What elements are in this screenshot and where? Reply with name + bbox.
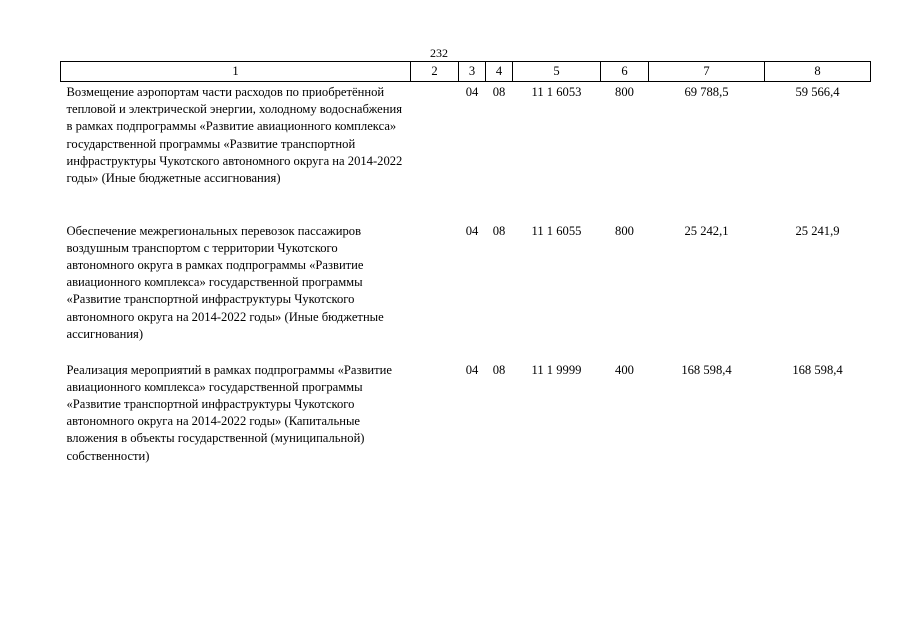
row-target-code: 11 1 6053 [531, 85, 582, 99]
row-expense-type: 800 [615, 85, 634, 99]
row-name: Реализация мероприятий в рамках подпрограммы «Развитие авиационного комплекса» государственной программы «Развитие транспортной инфраструктуры Чукотского автономного округа на 2014-2022 годы» (Капитальные вложения в объекты государственной (муниципальной) собственности) [66, 362, 392, 463]
header-col-7: 7 [649, 62, 765, 82]
row-col-2 [411, 82, 459, 221]
table-row [61, 82, 871, 221]
row-section: 04 [465, 85, 479, 99]
table-row [61, 360, 871, 465]
header-col-4: 4 [486, 62, 513, 82]
row-subsection: 08 [492, 223, 506, 238]
row-col-2 [411, 360, 459, 465]
row-col-2 [411, 221, 459, 360]
row-target-code: 11 1 9999 [531, 362, 582, 377]
row-amount-1: 25 242,1 [684, 223, 729, 238]
row-subsection: 08 [492, 362, 506, 377]
row-subsection: 08 [492, 85, 506, 99]
row-amount-1: 69 788,5 [684, 85, 729, 99]
row-expense-type: 800 [615, 223, 634, 238]
header-col-3: 3 [459, 62, 486, 82]
page-number: 232 [430, 46, 448, 60]
header-col-5: 5 [513, 62, 601, 82]
table-row [61, 221, 871, 360]
header-col-8: 8 [765, 62, 871, 82]
row-amount-2: 25 241,9 [795, 223, 840, 238]
header-col-1: 1 [61, 62, 411, 82]
row-amount-2: 59 566,4 [795, 85, 840, 99]
header-row [61, 62, 871, 82]
row-name: Обеспечение межрегиональных перевозок пассажиров воздушным транспортом с территории Чукотского автономного округа в рамках подпрограммы «Развитие авиационного комплекса» государственной программы «Развитие транспортной инфраструктуры Чукотского автономного округа на 2014-2022 годы» (Иные бюджетные ассигнования) [66, 223, 384, 341]
row-amount-1: 168 598,4 [681, 362, 732, 377]
row-section: 04 [465, 223, 479, 238]
budget-table [60, 61, 871, 465]
table-body [61, 82, 871, 465]
row-name: Возмещение аэропортам части расходов по приобретённой тепловой и электрической энергии, холодному водоснабжения в рамках подпрограммы «Развитие авиационного комплекса» государственной программы «Развитие транспортной инфраструктуры Чукотского автономного округа на 2014-2022 годы» (Иные бюджетные ассигнования) [66, 85, 403, 186]
row-amount-2: 168 598,4 [792, 362, 843, 377]
table-header [61, 62, 871, 82]
header-col-2: 2 [411, 62, 459, 82]
header-col-6: 6 [601, 62, 649, 82]
row-target-code: 11 1 6055 [531, 223, 582, 238]
row-expense-type: 400 [615, 362, 634, 377]
row-section: 04 [465, 362, 479, 377]
